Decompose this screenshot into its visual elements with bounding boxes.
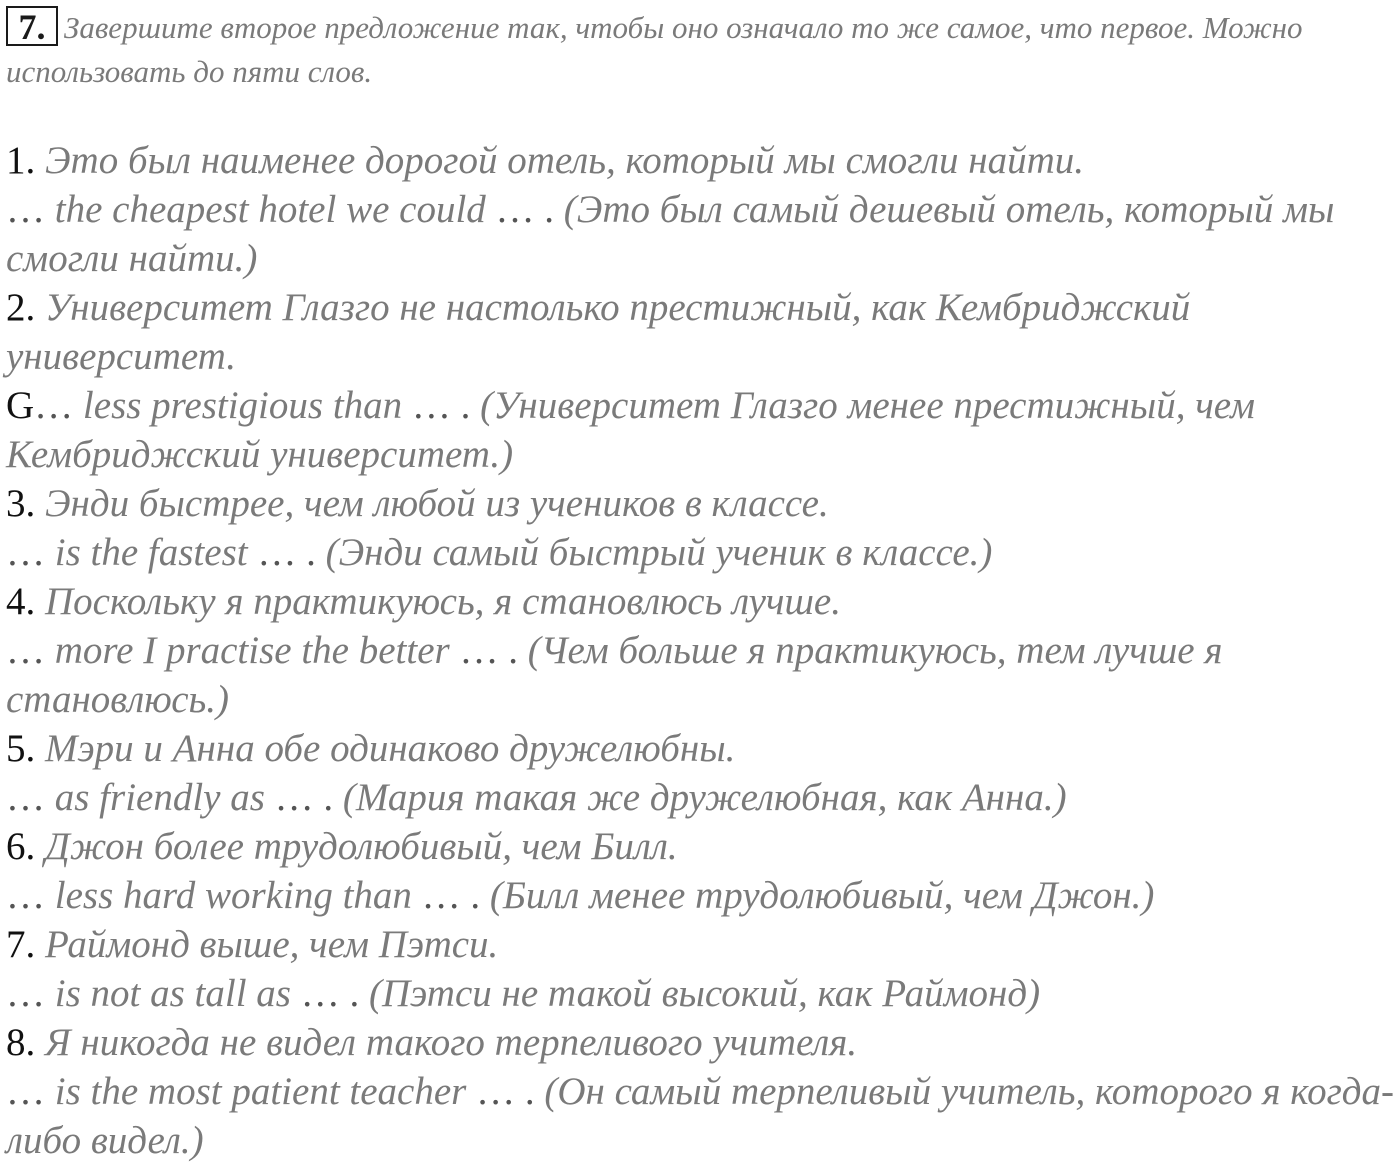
item-number: 6.: [6, 825, 36, 868]
source-text: Я никогда не видел такого терпеливого учителя.: [45, 1021, 858, 1064]
exercise-item: [6, 136, 1398, 283]
exercise-item: [6, 1018, 1398, 1165]
source-text: Университет Глазго не настолько престижный, как Кембриджский университет.: [6, 286, 1191, 378]
source-sentence: [6, 283, 1398, 381]
item-number: 3.: [6, 482, 36, 525]
source-sentence: [6, 479, 1398, 528]
answer-tail: … .: [300, 972, 360, 1015]
answer-lead: …: [6, 776, 45, 819]
answer-lead: …: [6, 972, 45, 1015]
answer-prefix: G: [6, 384, 35, 427]
answer-text: as friendly as: [45, 776, 275, 819]
task-instruction: Завершите второе предложение так, чтобы оно означало то же самое, что первое. Можно использовать до пяти слов.: [6, 10, 1303, 89]
source-sentence: [6, 1018, 1398, 1067]
source-sentence: [6, 136, 1398, 185]
answer-text: is the fastest: [45, 531, 258, 574]
translation-text: (Мария такая же дружелюбная, как Анна.): [333, 776, 1067, 819]
answer-text: less prestigious than: [73, 384, 412, 427]
source-text: Мэри и Анна обе одинаково дружелюбны.: [45, 727, 736, 770]
item-number: 7.: [6, 923, 36, 966]
answer-lead: …: [34, 384, 74, 427]
answer-lead: …: [6, 629, 45, 672]
source-text: Это был наименее дорогой отель, который мы смогли найти.: [45, 139, 1085, 182]
item-number: 2.: [6, 286, 36, 329]
answer-sentence: [6, 871, 1398, 920]
answer-text: is the most patient teacher: [45, 1070, 477, 1113]
answer-sentence: [6, 528, 1398, 577]
item-number: 8.: [6, 1021, 36, 1064]
answer-text: less hard working than: [45, 874, 422, 917]
answer-tail: … .: [495, 188, 555, 231]
source-sentence: [6, 577, 1398, 626]
item-number: 5.: [6, 727, 36, 770]
item-number: 1.: [6, 139, 36, 182]
task-header: [6, 6, 1396, 94]
answer-sentence: [6, 969, 1398, 1018]
answer-tail: … .: [411, 384, 471, 427]
translation-text: (Чем больше я практикуюсь, тем лучше я становлюсь.): [6, 629, 1223, 721]
exercise-list: [6, 136, 1398, 1165]
source-sentence: [6, 822, 1398, 871]
translation-text: (Билл менее трудолюбивый, чем Джон.): [480, 874, 1155, 917]
answer-lead: …: [6, 531, 45, 574]
translation-text: (Это был самый дешевый отель, который мы смогли найти.): [6, 188, 1335, 280]
exercise-item: [6, 920, 1398, 1018]
source-sentence: [6, 920, 1398, 969]
exercise-item: [6, 724, 1398, 822]
source-text: Раймонд выше, чем Пэтси.: [45, 923, 499, 966]
answer-lead: …: [6, 874, 45, 917]
answer-lead: …: [6, 188, 45, 231]
exercise-item: [6, 283, 1398, 479]
translation-text: (Он самый терпеливый учитель, которого я когда-либо видел.): [6, 1070, 1394, 1162]
answer-tail: … .: [459, 629, 518, 672]
answer-sentence: [6, 381, 1398, 479]
task-number-box: 7.: [6, 6, 58, 46]
answer-tail: … .: [274, 776, 334, 819]
answer-sentence: [6, 185, 1398, 283]
answer-text: more I practise the better: [45, 629, 460, 672]
exercise-item: [6, 822, 1398, 920]
exercise-item: [6, 479, 1398, 577]
answer-sentence: [6, 626, 1398, 724]
answer-sentence: [6, 773, 1398, 822]
source-text: Джон более трудолюбивый, чем Билл.: [45, 825, 678, 868]
translation-text: (Пэтси не такой высокий, как Раймонд): [359, 972, 1041, 1015]
translation-text: (Университет Глазго менее престижный, чем Кембриджский университет.): [6, 384, 1256, 476]
answer-tail: … .: [476, 1070, 535, 1113]
answer-text: is not as tall as: [45, 972, 301, 1015]
answer-tail: … .: [421, 874, 481, 917]
source-text: Поскольку я практикуюсь, я становлюсь лучше.: [45, 580, 841, 623]
answer-sentence: [6, 1067, 1398, 1165]
source-sentence: [6, 724, 1398, 773]
answer-text: the cheapest hotel we could: [45, 188, 496, 231]
exercise-item: [6, 577, 1398, 724]
translation-text: (Энди самый быстрый ученик в классе.): [315, 531, 993, 574]
source-text: Энди быстрее, чем любой из учеников в классе.: [45, 482, 829, 525]
answer-tail: … .: [257, 531, 316, 574]
item-number: 4.: [6, 580, 36, 623]
answer-lead: …: [6, 1070, 45, 1113]
